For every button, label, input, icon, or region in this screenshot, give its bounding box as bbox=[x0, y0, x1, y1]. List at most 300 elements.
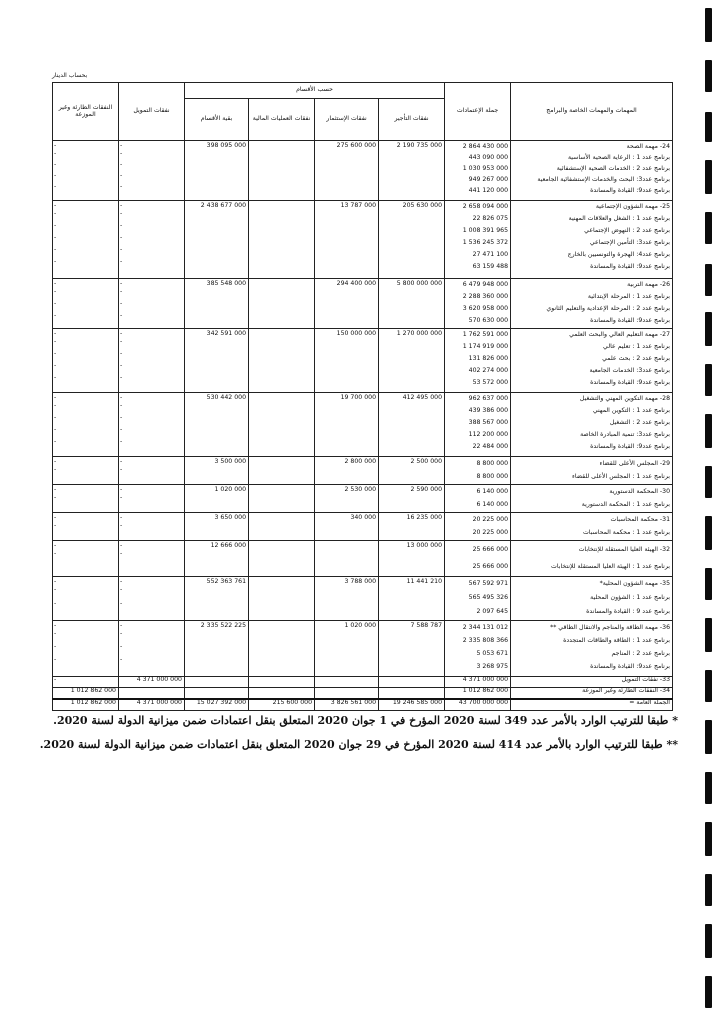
total-cell-line: 20 225 000 bbox=[472, 529, 509, 536]
financial-ops-cell bbox=[249, 393, 315, 457]
mission-row bbox=[53, 329, 673, 393]
unforeseen-cell-dash: - bbox=[54, 338, 57, 345]
rest-cell bbox=[185, 621, 249, 677]
grand-financial-ops: 215 600 000 bbox=[249, 699, 315, 711]
unforeseen-cell bbox=[53, 329, 119, 393]
program-cell-line: برنامج عدد3: التأمين الإجتماعي bbox=[589, 239, 671, 246]
investment-cell bbox=[315, 329, 379, 393]
header-financing: نفقات التمويل bbox=[119, 83, 185, 141]
unforeseen-cell bbox=[53, 621, 119, 677]
unforeseen-cell-dash: - bbox=[54, 300, 57, 307]
financing-cell-dash: - bbox=[120, 312, 123, 319]
unforeseen-cell bbox=[53, 457, 119, 485]
unforeseen-cell-dash: - bbox=[54, 586, 57, 593]
financing-cell-dash: - bbox=[120, 210, 123, 217]
financing-cell-dash: - bbox=[120, 522, 123, 529]
rest-cell-value: 552 363 761 bbox=[206, 578, 247, 585]
financing-cell-dash: - bbox=[120, 362, 123, 369]
unforeseen-cell-value: - bbox=[54, 394, 57, 401]
financial-ops-cell-value bbox=[249, 393, 312, 403]
program-cell-line: برنامج عدد 1 : التكوين المهني bbox=[592, 407, 671, 414]
total-cell-line: 53 572 000 bbox=[472, 379, 509, 386]
financing-cell-value: - bbox=[120, 542, 123, 549]
program-cell-line: برنامج عدد4: الهجرة والتونسيين بالخارج bbox=[567, 251, 671, 258]
unforeseen-cell-dash: - bbox=[54, 183, 57, 190]
total-cell-line: 6 140 000 bbox=[476, 501, 509, 508]
unforeseen-cell-value: - bbox=[54, 486, 57, 493]
unforeseen-cell bbox=[53, 201, 119, 279]
program-cell bbox=[511, 201, 673, 279]
unforeseen-cell-dash: - bbox=[54, 210, 57, 217]
total-cell bbox=[445, 457, 511, 485]
footnote-1: * طبقا للترتيب الوارد بالأمر عدد 349 لسنة 2020 المؤرخ في 1 جوان 2020 المتعلق بنقل اعتمادات ضمن ميزانية الدولة لسنة 2020. bbox=[53, 714, 678, 727]
rest-cell bbox=[185, 457, 249, 485]
program-cell-line: برنامج عدد 2 : النهوض الإجتماعي bbox=[584, 227, 671, 234]
program-cell-line: برنامج عدد3: البحث والخدمات الإستشفائية الجامعية bbox=[537, 176, 671, 183]
investment-cell bbox=[315, 541, 379, 577]
wages-cell bbox=[379, 485, 445, 513]
grand-unforeseen: 1 012 862 000 bbox=[53, 699, 119, 711]
financial-ops-cell bbox=[249, 141, 315, 201]
program-cell-line: برنامج عدد 1 : الشؤون المحلية bbox=[590, 594, 671, 601]
program-cell-line: برنامج عدد9: القيادة والمساندة bbox=[590, 187, 671, 194]
program-cell bbox=[511, 457, 673, 485]
financing-cell bbox=[119, 141, 185, 201]
budget-table bbox=[52, 82, 673, 711]
rest-cell-value: 398 095 000 bbox=[206, 142, 247, 149]
mission-row bbox=[53, 141, 673, 201]
financing-cell-dash: - bbox=[120, 172, 123, 179]
rest-cell-value: 342 591 000 bbox=[206, 330, 247, 337]
missions-body bbox=[53, 141, 673, 677]
financing-cell-dash: - bbox=[120, 466, 123, 473]
unforeseen-cell-dash: - bbox=[54, 258, 57, 265]
financing-cell-value: - bbox=[120, 202, 123, 209]
financing-cell bbox=[119, 457, 185, 485]
financing-cell bbox=[119, 513, 185, 541]
wages-cell-value: 7 588 787 bbox=[410, 622, 443, 629]
total-cell bbox=[445, 329, 511, 393]
investment-cell-value: 19 700 000 bbox=[340, 394, 377, 401]
rest-cell bbox=[185, 577, 249, 621]
program-cell-line: برنامج عدد 2 : المناجم bbox=[611, 650, 671, 657]
program-cell bbox=[511, 577, 673, 621]
unforeseen-cell-value: - bbox=[54, 622, 57, 629]
mission-row bbox=[53, 393, 673, 457]
unforeseen-cell-dash: - bbox=[54, 161, 57, 168]
financing-cell bbox=[119, 393, 185, 457]
program-cell-line: برنامج عدد 1 : الرعاية الصحية الأساسية bbox=[567, 154, 671, 161]
unforeseen-cell-dash: - bbox=[54, 312, 57, 319]
total-cell-line: 112 200 000 bbox=[468, 431, 509, 438]
wages-cell bbox=[379, 513, 445, 541]
program-cell-line: برنامج عدد 1 : الشغل والعلاقات المهنية bbox=[568, 215, 671, 222]
row34-wages bbox=[379, 688, 445, 699]
investment-cell-value: 2 530 000 bbox=[344, 486, 377, 493]
financial-ops-cell-value bbox=[249, 279, 312, 289]
financing-cell-dash: - bbox=[120, 234, 123, 241]
program-cell-line: برنامج عدد9: القيادة والمساندة bbox=[590, 317, 671, 324]
rest-cell-value: 530 442 000 bbox=[206, 394, 247, 401]
mission-row bbox=[53, 485, 673, 513]
unforeseen-cell bbox=[53, 485, 119, 513]
rest-cell bbox=[185, 513, 249, 541]
program-cell bbox=[511, 541, 673, 577]
program-cell-line: برنامج عدد 1 : محكمة المحاسبات bbox=[582, 529, 671, 536]
investment-cell-value: 275 600 000 bbox=[336, 142, 377, 149]
wages-cell bbox=[379, 621, 445, 677]
unforeseen-cell-dash: - bbox=[54, 150, 57, 157]
financing-cell-dash: - bbox=[120, 258, 123, 265]
row33-total: 4 371 000 000 bbox=[445, 677, 511, 688]
wages-cell-value: 2 190 735 000 bbox=[396, 142, 443, 149]
financing-cell-value: - bbox=[120, 280, 123, 287]
total-cell bbox=[445, 577, 511, 621]
total-cell-line: 5 053 671 bbox=[476, 650, 509, 657]
financing-cell bbox=[119, 541, 185, 577]
mission-row bbox=[53, 577, 673, 621]
program-cell-line: برنامج عدد9: القيادة والمساندة bbox=[590, 443, 671, 450]
investment-cell-value: 3 788 000 bbox=[344, 578, 377, 585]
row-unforeseen-34 bbox=[53, 688, 673, 699]
unforeseen-cell bbox=[53, 141, 119, 201]
financial-ops-cell bbox=[249, 541, 315, 577]
financing-cell-dash: - bbox=[120, 426, 123, 433]
program-cell bbox=[511, 329, 673, 393]
wages-cell bbox=[379, 201, 445, 279]
unforeseen-cell bbox=[53, 393, 119, 457]
program-cell-line: 30- المحكمة الدستورية bbox=[609, 488, 671, 495]
wages-cell bbox=[379, 329, 445, 393]
financial-ops-cell-value bbox=[249, 201, 312, 211]
row34-rest bbox=[185, 688, 249, 699]
rest-cell bbox=[185, 279, 249, 329]
program-cell-line: برنامج عدد9: القيادة والمساندة bbox=[590, 379, 671, 386]
header-by-sections: حسب الأقسام bbox=[185, 83, 445, 99]
rest-cell-value: 1 020 000 bbox=[214, 486, 247, 493]
grand-rest: 15 027 392 000 bbox=[185, 699, 249, 711]
footnote-2: ** طبقا للترتيب الوارد بالأمر عدد 414 لسنة 2020 المؤرخ في 29 جوان 2020 المتعلق بنقل اعتمادات ضمن ميزانية الدولة لسنة 2020. bbox=[39, 738, 678, 751]
unforeseen-cell-value: - bbox=[54, 202, 57, 209]
financing-cell bbox=[119, 485, 185, 513]
financing-cell-dash: - bbox=[120, 161, 123, 168]
row33-financial-ops bbox=[249, 677, 315, 688]
program-cell-line: برنامج عدد 2 : بحث علمي bbox=[602, 355, 671, 362]
program-cell-line: برنامج عدد 1 : الهيئة العليا المستقلة للإنتخابات bbox=[551, 563, 671, 570]
investment-cell bbox=[315, 485, 379, 513]
financial-ops-cell bbox=[249, 279, 315, 329]
financing-cell-dash: - bbox=[120, 600, 123, 607]
unforeseen-cell-dash: - bbox=[54, 550, 57, 557]
program-cell-line: برنامج عدد3: الخدمات الجامعية bbox=[589, 367, 671, 374]
total-cell bbox=[445, 393, 511, 457]
header-total: جملة الإعتمادات bbox=[445, 83, 511, 141]
investment-cell bbox=[315, 513, 379, 541]
total-cell-line: 8 800 000 bbox=[476, 460, 509, 467]
wages-cell-value: 11 441 210 bbox=[406, 578, 443, 585]
unforeseen-cell-value: - bbox=[54, 142, 57, 149]
rest-cell-value: 385 548 000 bbox=[206, 280, 247, 287]
total-cell-line: 131 826 000 bbox=[468, 355, 509, 362]
financial-ops-cell bbox=[249, 201, 315, 279]
mission-row bbox=[53, 541, 673, 577]
total-cell-line: 2 344 131 012 bbox=[462, 624, 509, 631]
program-cell bbox=[511, 141, 673, 201]
row34-financial-ops bbox=[249, 688, 315, 699]
header-unforeseen: النفقات الطارئة وغير الموزعة bbox=[53, 83, 119, 141]
unforeseen-cell bbox=[53, 577, 119, 621]
total-cell-line: 1 174 919 000 bbox=[462, 343, 509, 350]
header-rest-of-sections: بقية الأقسام bbox=[185, 99, 249, 141]
financing-cell-dash: - bbox=[120, 300, 123, 307]
total-cell-line: 2 864 430 000 bbox=[462, 143, 509, 150]
rest-cell bbox=[185, 541, 249, 577]
total-cell-line: 1 030 953 000 bbox=[462, 165, 509, 172]
program-cell-line: برنامج عدد 1 : الطاقة والطاقات المتجددة bbox=[563, 637, 671, 644]
financing-cell-dash: - bbox=[120, 643, 123, 650]
financing-cell-value: - bbox=[120, 330, 123, 337]
row33-financing: 4 371 000 000 bbox=[119, 677, 185, 688]
row-grand-total bbox=[53, 699, 673, 711]
program-cell-line: برنامج عدد 9 : القيادة والمساندة bbox=[586, 608, 671, 615]
program-cell-line: 28- مهمة التكوين المهني والتشغيل bbox=[579, 395, 671, 402]
investment-cell-value: 294 400 000 bbox=[336, 280, 377, 287]
program-cell bbox=[511, 393, 673, 457]
row34-unforeseen: 1 012 862 000 bbox=[53, 688, 119, 699]
unforeseen-cell-dash: - bbox=[54, 466, 57, 473]
wages-cell bbox=[379, 577, 445, 621]
total-cell-line: 1 762 591 000 bbox=[462, 331, 509, 338]
total-cell-line: 570 630 000 bbox=[468, 317, 509, 324]
total-cell-line: 388 567 000 bbox=[468, 419, 509, 426]
total-cell-line: 3 268 975 bbox=[476, 663, 509, 670]
rest-cell bbox=[185, 485, 249, 513]
financing-cell bbox=[119, 279, 185, 329]
investment-cell-value: 150 000 000 bbox=[336, 330, 377, 337]
unforeseen-cell-dash: - bbox=[54, 656, 57, 663]
investment-cell-value: 340 000 bbox=[350, 514, 377, 521]
financial-ops-cell bbox=[249, 513, 315, 541]
currency-unit-label: بحساب الدينار bbox=[52, 72, 88, 79]
program-cell-line: برنامج عدد9: القيادة والمساندة bbox=[590, 663, 671, 670]
total-cell-line: 2 097 645 bbox=[476, 608, 509, 615]
investment-cell bbox=[315, 457, 379, 485]
rest-cell bbox=[185, 329, 249, 393]
rest-cell-value: 2 438 677 000 bbox=[200, 202, 247, 209]
wages-cell-value: 13 000 000 bbox=[406, 542, 443, 549]
financing-cell-value: - bbox=[120, 514, 123, 521]
total-cell bbox=[445, 541, 511, 577]
mission-row bbox=[53, 513, 673, 541]
wages-cell-value: 412 495 000 bbox=[402, 394, 443, 401]
unforeseen-cell-dash: - bbox=[54, 246, 57, 253]
program-cell bbox=[511, 621, 673, 677]
investment-cell bbox=[315, 393, 379, 457]
summary-rows bbox=[53, 677, 673, 711]
program-cell-line: برنامج عدد9: القيادة والمساندة bbox=[590, 263, 671, 270]
program-cell-line: برنامج عدد 1 : المجلس الأعلى للقضاء bbox=[571, 473, 671, 480]
wages-cell-value: 5 800 000 000 bbox=[396, 280, 443, 287]
unforeseen-cell-dash: - bbox=[54, 494, 57, 501]
program-cell-line: برنامج عدد 1 : تعليم عالي bbox=[603, 343, 671, 350]
financing-cell-value: - bbox=[120, 486, 123, 493]
unforeseen-cell-dash: - bbox=[54, 522, 57, 529]
header-programs: المهمات والمهمات الخاصة والبرامج bbox=[511, 83, 673, 141]
financing-cell-dash: - bbox=[120, 550, 123, 557]
financing-cell-dash: - bbox=[120, 630, 123, 637]
program-cell-line: برنامج عدد3: تنمية المبادرة الخاصة bbox=[580, 431, 671, 438]
total-cell-line: 6 140 000 bbox=[476, 488, 509, 495]
financial-ops-cell bbox=[249, 329, 315, 393]
program-cell-line: 36- مهمة الطاقة والمناجم والانتقال الطاقي ** bbox=[550, 624, 671, 631]
program-cell-line: 25- مهمة الشؤون الإجتماعية bbox=[595, 203, 671, 210]
investment-cell bbox=[315, 577, 379, 621]
grand-label: الجملة العامة = bbox=[511, 699, 673, 711]
financing-cell-dash: - bbox=[120, 183, 123, 190]
unforeseen-cell-dash: - bbox=[54, 402, 57, 409]
program-cell-line: برنامج عدد 1 : المحكمة الدستورية bbox=[581, 501, 671, 508]
header-wages: نفقات التأجير bbox=[379, 99, 445, 141]
total-cell-line: 567 592 971 bbox=[468, 580, 509, 587]
mission-row bbox=[53, 201, 673, 279]
row34-financing bbox=[119, 688, 185, 699]
financial-ops-cell-value bbox=[249, 485, 312, 495]
total-cell-line: 565 495 326 bbox=[468, 594, 509, 601]
row33-investment bbox=[315, 677, 379, 688]
total-cell bbox=[445, 201, 511, 279]
financing-cell-value: - bbox=[120, 622, 123, 629]
total-cell-line: 22 484 000 bbox=[472, 443, 509, 450]
total-cell-line: 2 335 808 366 bbox=[462, 637, 509, 644]
investment-cell-value: 2 800 000 bbox=[344, 458, 377, 465]
row33-rest bbox=[185, 677, 249, 688]
total-cell bbox=[445, 513, 511, 541]
wages-cell-value: 205 630 000 bbox=[402, 202, 443, 209]
program-cell-line: 24- مهمة الصحة bbox=[626, 143, 671, 150]
rest-cell-value: 3 650 000 bbox=[214, 514, 247, 521]
rest-cell-value: 12 666 000 bbox=[210, 542, 247, 549]
mission-row bbox=[53, 621, 673, 677]
total-cell-line: 962 637 000 bbox=[468, 395, 509, 402]
financial-ops-cell bbox=[249, 485, 315, 513]
financial-ops-cell-value bbox=[249, 141, 312, 151]
financing-cell-dash: - bbox=[120, 656, 123, 663]
investment-cell bbox=[315, 279, 379, 329]
total-cell-line: 27 471 100 bbox=[472, 251, 509, 258]
financing-cell bbox=[119, 577, 185, 621]
wages-cell bbox=[379, 541, 445, 577]
total-cell-line: 443 090 000 bbox=[468, 154, 509, 161]
wages-cell bbox=[379, 141, 445, 201]
financial-ops-cell-value bbox=[249, 577, 312, 587]
unforeseen-cell-dash: - bbox=[54, 630, 57, 637]
financing-cell-dash: - bbox=[120, 586, 123, 593]
total-cell bbox=[445, 621, 511, 677]
unforeseen-cell-dash: - bbox=[54, 600, 57, 607]
wages-cell-value: 2 500 000 bbox=[410, 458, 443, 465]
unforeseen-cell-dash: - bbox=[54, 374, 57, 381]
mission-row bbox=[53, 279, 673, 329]
total-cell-line: 402 274 000 bbox=[468, 367, 509, 374]
program-cell-line: 35- مهمة الشؤون المحلية* bbox=[599, 580, 671, 587]
row33-wages bbox=[379, 677, 445, 688]
header-financial-ops: نفقات العمليات المالية bbox=[249, 99, 315, 141]
mission-row bbox=[53, 457, 673, 485]
total-cell-line: 2 288 360 000 bbox=[462, 293, 509, 300]
total-cell bbox=[445, 485, 511, 513]
unforeseen-cell bbox=[53, 541, 119, 577]
financial-ops-cell-value bbox=[249, 329, 312, 339]
total-cell-line: 2 658 094 000 bbox=[462, 203, 509, 210]
row-financing-33 bbox=[53, 677, 673, 688]
unforeseen-cell-dash: - bbox=[54, 414, 57, 421]
rest-cell bbox=[185, 201, 249, 279]
financing-cell-value: - bbox=[120, 142, 123, 149]
financial-ops-cell bbox=[249, 457, 315, 485]
total-cell-line: 441 120 000 bbox=[468, 187, 509, 194]
unforeseen-cell-dash: - bbox=[54, 288, 57, 295]
program-cell-line: 26- مهمة التربية bbox=[627, 281, 671, 288]
financing-cell-value: - bbox=[120, 578, 123, 585]
total-cell-line: 25 666 000 bbox=[472, 546, 509, 553]
financing-cell-dash: - bbox=[120, 338, 123, 345]
financing-cell bbox=[119, 329, 185, 393]
unforeseen-cell-dash: - bbox=[54, 222, 57, 229]
rest-cell-value: 2 335 522 225 bbox=[200, 622, 247, 629]
rest-cell-value: 3 500 000 bbox=[214, 458, 247, 465]
financial-ops-cell bbox=[249, 621, 315, 677]
financial-ops-cell-value bbox=[249, 621, 312, 631]
financing-cell-dash: - bbox=[120, 414, 123, 421]
financing-cell-dash: - bbox=[120, 350, 123, 357]
total-cell-line: 6 479 948 000 bbox=[462, 281, 509, 288]
unforeseen-cell bbox=[53, 513, 119, 541]
program-cell bbox=[511, 513, 673, 541]
row34-total: 1 012 862 000 bbox=[445, 688, 511, 699]
total-cell bbox=[445, 279, 511, 329]
financing-cell-value: - bbox=[120, 458, 123, 465]
financing-cell-dash: - bbox=[120, 288, 123, 295]
financing-cell bbox=[119, 621, 185, 677]
wages-cell-value: 2 590 000 bbox=[410, 486, 443, 493]
investment-cell bbox=[315, 141, 379, 201]
financing-cell-dash: - bbox=[120, 150, 123, 157]
grand-wages: 19 246 585 000 bbox=[379, 699, 445, 711]
financing-cell-value: - bbox=[120, 394, 123, 401]
financing-cell-dash: - bbox=[120, 402, 123, 409]
wages-cell-value: 1 270 000 000 bbox=[396, 330, 443, 337]
row34-label: 34- النفقات الطارئة وغير الموزعة bbox=[511, 688, 673, 699]
row34-investment bbox=[315, 688, 379, 699]
unforeseen-cell-value: - bbox=[54, 514, 57, 521]
unforeseen-cell-dash: - bbox=[54, 643, 57, 650]
financing-cell-dash: - bbox=[120, 222, 123, 229]
program-cell-line: 32- الهيئة العليا المستقلة للإنتخابات bbox=[578, 546, 671, 553]
unforeseen-cell bbox=[53, 279, 119, 329]
investment-cell-value bbox=[315, 541, 376, 551]
wages-cell-value: 16 235 000 bbox=[406, 514, 443, 521]
investment-cell bbox=[315, 201, 379, 279]
total-cell-line: 3 620 958 000 bbox=[462, 305, 509, 312]
total-cell bbox=[445, 141, 511, 201]
unforeseen-cell-dash: - bbox=[54, 350, 57, 357]
total-cell-line: 22 826 075 bbox=[472, 215, 509, 222]
program-cell-line: برنامج عدد 2 : التشغيل bbox=[609, 419, 671, 426]
total-cell-line: 1 008 391 965 bbox=[462, 227, 509, 234]
total-cell-line: 63 159 488 bbox=[472, 263, 509, 270]
rest-cell bbox=[185, 141, 249, 201]
financing-cell bbox=[119, 201, 185, 279]
